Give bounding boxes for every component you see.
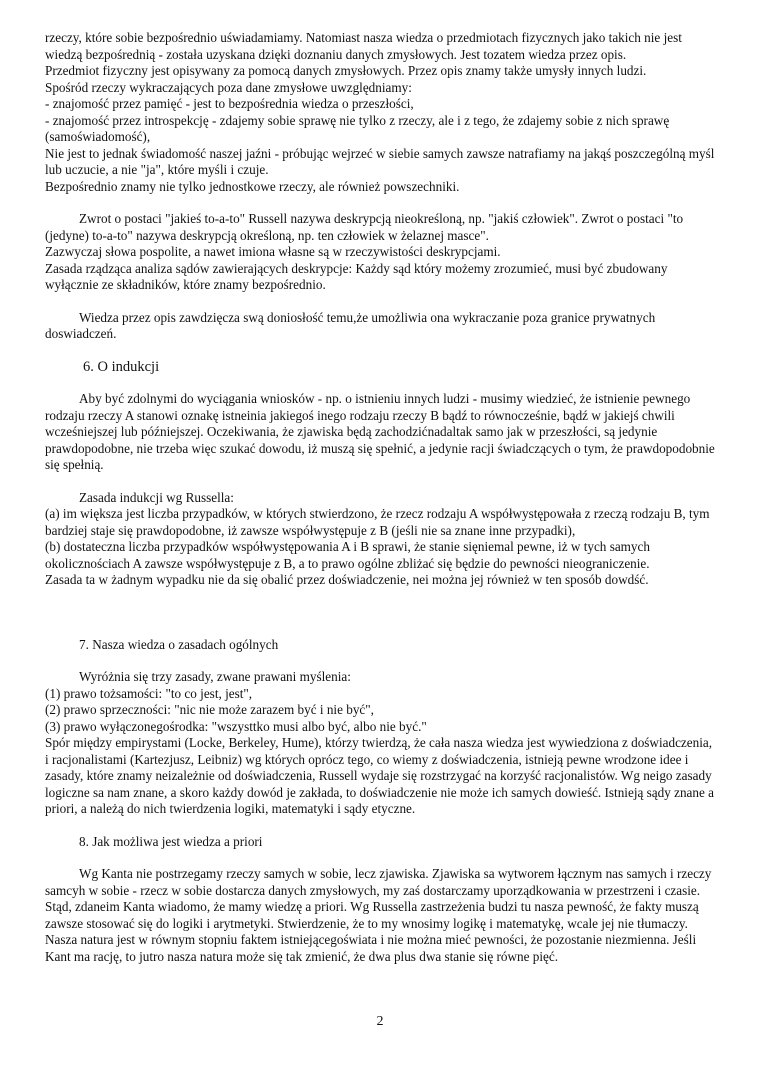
paragraph: Przedmiot fizyczny jest opisywany za pomocą danych zmysłowych. Przez opis znamy także umysły innych ludzi. [45, 63, 647, 78]
section-5-continuation [45, 30, 717, 343]
section-heading: 7. Nasza wiedza o zasadach ogólnych [79, 636, 279, 652]
paragraph: Zasada rządząca analiza sądów zawierających deskrypcje: Każdy sąd który możemy zrozumieć, musi być zbudowany wyłącznie ze składników, które znamy bezpośrednio. [45, 260, 668, 292]
paragraph: Zasada ta w żadnym wypadku nie da się obalić przez doświadczenie, nei można jej również w ten sposób dowdść. [45, 572, 649, 587]
section-7 [45, 669, 717, 818]
list-item: - znajomość przez pamięć - jest to bezpośrednia wiedza o przeszłości, [45, 96, 414, 111]
section-6 [45, 391, 717, 589]
paragraph: Zasada indukcji wg Russella: [79, 489, 234, 505]
paragraph: Spór między empirystami (Locke, Berkeley, Hume), którzy twierdzą, że cała nasza wiedza jest wywiedziona z doświadczenia, i racjonalistami (Kartezjusz, Leibniz) wg których oprócz tego, co wiemy z doświadczenia, istnieją pewne wrodzone idee i zasady, które znamy neizależnie od doświadczenia, Russell wydaje się rozstrzygać na korzyść racjonalistów. Wg neigo zasady logiczne sa nam znane, a skoro każdy dowód je zakłada, to doświadczenie nie może ich samych dowieść. Istnieją sądy znane a priori, a należą do nich twierdzenia logiki, matematyki i sądy etyczne. [45, 735, 715, 816]
page-number: 2 [376, 1014, 384, 1029]
list-item: (a) im większa jest liczba przypadków, w których stwierdzono, że rzecz rodzaju A współwystępowała z rzeczą rodzaju B, tym bardziej staje się prawdopodobne, iż zawsze współwystępuje z B (jeśli nie sa znane inne przypadki), [45, 506, 710, 538]
list-item: (b) dostateczna liczba przypadków współwystępowania A i B sprawi, że stanie sięniemal pewne, iż w tych samych okolicznościach A zawsze współwystępuje z B, a to prawo ogólne zbliżać się będzie do pewności nieograniczenie. [45, 539, 650, 571]
list-item: (3) prawo wyłączonegośrodka: "wszysttko musi albo być, albo nie być." [45, 718, 427, 734]
paragraph: rzeczy, które sobie bezpośrednio uświadamiamy. Natomiast nasza wiedza o przedmiotach fizycznych jako takich nie jest wiedzą bezpośrednią - została uzyskana dzięki doznaniu danych zmysłowych. Jest tozatem wiedza przez opis. [45, 30, 682, 62]
paragraph: Bezpośrednio znamy nie tylko jednostkowe rzeczy, ale również powszechniki. [45, 178, 460, 194]
paragraph: Aby być zdolnymi do wyciągania wniosków - np. o istnieniu innych ludzi - musimy wiedzieć, że istnienie pewnego rodzaju rzeczy A stanowi oznakę istneinia jakiegoś inego rodzaju rzeczy B bądź to równocześnie, bądź w jakiejś chwili wcześniejszej lub późniejszej. Oczekiwania, że zjawiska będą zachodzićnadaltak samo jak w przeszłości, są jedynie prawdopodobne, nie trzeba więc szukać dowodu, iż muszą się spełnić, a jedynie racji świadczących o tym, że prawdopodobnie się spełnią. [45, 391, 715, 472]
paragraph: Zwrot o postaci "jakieś to-a-to" Russell nazywa deskrypcją nieokreśloną, np. "jakiś człowiek". Zwrot o postaci "to (jedyne) to-a-to" nazywa deskrypcją określoną, np. ten człowiek w żelaznej masce". [45, 211, 684, 243]
paragraph: Wyróżnia się trzy zasady, zwane prawani myślenia: [79, 669, 351, 684]
list-item: (2) prawo sprzeczności: "nic nie może zarazem być i nie być", [45, 702, 374, 717]
section-8 [45, 866, 717, 965]
paragraph: Zazwyczaj słowa pospolite, a nawet imiona własne są w rzeczywistości deskrypcjami. [45, 244, 501, 259]
paragraph: Spośród rzeczy wykraczających poza dane zmysłowe uwzględniamy: [45, 79, 412, 95]
paragraph: Wg Kanta nie postrzegamy rzeczy samych w sobie, lecz zjawiska. Zjawiska sa wytworem łącznym nas samych i rzeczy samcyh w sobie - rzecz w sobie dostarcza danych zmysłowych, my zaś dostarczamy uporządkowania w przestrzeni i czasie. Stąd, zdaneim Kanta wiadomo, że mamy wiedzę a priori. Wg Russella zastrzeżenia budzi tu nasza pewność, że fakty muszą zawsze stosować się do logiki i arytmetyki. Stwierdzenie, że to my wnosimy logikę i matematykę, wcale jej nie tłumaczy. Nasza natura jest w równym stopniu faktem istniejącegoświata i nie można mieć pewności, że pozostanie niezmienna. Jeśli Kant ma rację, to jutro nasza natura może się tak zmienić, że dwa plus dwa stanie się równe pięć. [45, 866, 712, 964]
section-heading: 6. O indukcji [83, 358, 160, 375]
list-item: - znajomość przez introspekcję - zdajemy sobie sprawę nie tylko z rzeczy, ale i z tego, że zdajemy sobie z nich sprawę (samoświadomość), [45, 112, 670, 144]
list-item: (1) prawo tożsamości: "to co jest, jest", [45, 685, 253, 701]
document-page [45, 30, 717, 965]
paragraph: Wiedza przez opis zawdzięcza swą doniosłość temu,że umożliwia ona wykraczanie poza granice prywatnych doswiadczeń. [45, 309, 656, 341]
paragraph: Nie jest to jednak świadomość naszej jaźni - próbując wejrzeć w siebie samych zawsze natrafiamy na jakąś poszczególną myśl lub uczucie, a nie "ja", które myśli i czuje. [45, 145, 715, 177]
section-heading: 8. Jak możliwa jest wiedza a priori [79, 833, 263, 849]
